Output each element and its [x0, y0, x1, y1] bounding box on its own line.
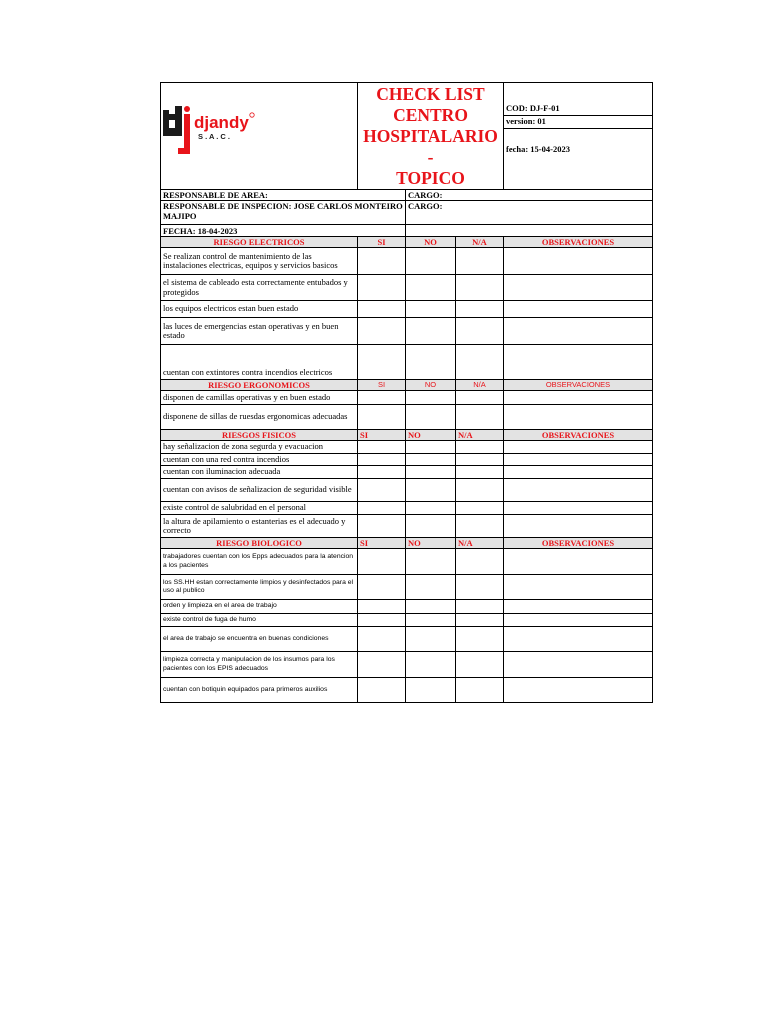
na-cell[interactable]: [456, 248, 504, 275]
si-cell[interactable]: [358, 575, 406, 600]
section-header-biologico: [161, 538, 653, 549]
checklist-item: [161, 502, 653, 515]
logo-text: djandy: [194, 113, 249, 132]
checklist-item: [161, 479, 653, 502]
col-observaciones: OBSERVACIONES: [504, 380, 653, 391]
checklist-document: [160, 82, 652, 703]
na-cell[interactable]: [456, 466, 504, 479]
na-cell[interactable]: [456, 652, 504, 678]
no-cell[interactable]: [406, 345, 456, 380]
info-row-area: [161, 190, 653, 201]
si-cell[interactable]: [358, 391, 406, 405]
si-cell[interactable]: [358, 405, 406, 430]
checklist-item: [161, 466, 653, 479]
observation-cell[interactable]: [504, 652, 653, 678]
observation-cell[interactable]: [504, 391, 653, 405]
no-cell[interactable]: [406, 575, 456, 600]
na-cell[interactable]: [456, 627, 504, 652]
no-cell[interactable]: [406, 301, 456, 318]
observation-cell[interactable]: [504, 466, 653, 479]
item-question: cuentan con iluminacion adecuada: [161, 466, 358, 479]
col-si: SI: [358, 237, 406, 248]
checklist-item: [161, 318, 653, 345]
checklist-item: [161, 678, 653, 703]
checklist-item: [161, 454, 653, 466]
si-cell[interactable]: [358, 627, 406, 652]
observation-cell[interactable]: [504, 678, 653, 703]
doc-meta: [504, 83, 653, 190]
col-si: SI: [358, 430, 406, 441]
info-row-fecha: [161, 225, 653, 237]
si-cell[interactable]: [358, 454, 406, 466]
logo-sub: S . A . C .: [198, 132, 230, 141]
col-no: NO: [406, 380, 456, 391]
na-cell[interactable]: [456, 345, 504, 380]
no-cell[interactable]: [406, 600, 456, 614]
si-cell[interactable]: [358, 678, 406, 703]
item-question: las luces de emergencias estan operativas y en buen estado: [161, 318, 358, 345]
col-observaciones: OBSERVACIONES: [504, 538, 653, 549]
no-cell[interactable]: [406, 502, 456, 515]
fecha-inspeccion: FECHA: 18-04-2023: [161, 225, 406, 237]
cargo-1: CARGO:: [406, 190, 653, 201]
item-question: Se realizan control de mantenimiento de las instalaciones electricas, equipos y servicios basicos: [161, 248, 358, 275]
section-title: RIESGO ERGONOMICOS: [161, 380, 358, 391]
na-cell[interactable]: [456, 405, 504, 430]
na-cell[interactable]: [456, 479, 504, 502]
section-title: RIESGOS FISICOS: [161, 430, 358, 441]
col-no: NO: [406, 237, 456, 248]
na-cell[interactable]: [456, 678, 504, 703]
item-question: limpieza correcta y manipulacion de los insumos para los pacientes con los EPIS adecuados: [161, 652, 358, 678]
checklist-item: [161, 275, 653, 301]
si-cell[interactable]: [358, 614, 406, 627]
si-cell[interactable]: [358, 275, 406, 301]
item-question: orden y limpieza en el area de trabajo: [161, 600, 358, 614]
item-question: cuentan con extintores contra incendios electricos: [161, 345, 358, 380]
no-cell[interactable]: [406, 275, 456, 301]
observation-cell[interactable]: [504, 502, 653, 515]
checklist-table: [160, 82, 653, 703]
observation-cell[interactable]: [504, 549, 653, 575]
fecha-blank: [406, 225, 653, 237]
no-cell[interactable]: [406, 614, 456, 627]
header-row: [161, 83, 653, 190]
logo-cell: [161, 83, 358, 190]
observation-cell[interactable]: [504, 301, 653, 318]
info-row-inspeccion: [161, 201, 653, 225]
item-question: cuentan con una red contra incendios: [161, 454, 358, 466]
si-cell[interactable]: [358, 652, 406, 678]
djandy-logo: [161, 104, 273, 168]
section-header-fisicos: [161, 430, 653, 441]
section-header-ergonomicos: [161, 380, 653, 391]
si-cell[interactable]: [358, 600, 406, 614]
checklist-item: [161, 391, 653, 405]
na-cell[interactable]: [456, 614, 504, 627]
item-question: la altura de apilamiento o estanterias es el adecuado y correcto: [161, 515, 358, 538]
col-na: N/A: [456, 538, 504, 549]
col-no: NO: [406, 430, 456, 441]
col-na: N/A: [456, 380, 504, 391]
observation-cell[interactable]: [504, 614, 653, 627]
no-cell[interactable]: [406, 479, 456, 502]
no-cell[interactable]: [406, 391, 456, 405]
title-line-3: TOPICO: [396, 168, 465, 188]
na-cell[interactable]: [456, 575, 504, 600]
si-cell[interactable]: [358, 549, 406, 575]
no-cell[interactable]: [406, 248, 456, 275]
cargo-2: CARGO:: [406, 201, 653, 225]
responsable-inspeccion: RESPONSABLE DE INSPECION: JOSE CARLOS MONTEIRO MAJIPO: [161, 201, 406, 225]
item-question: los SS.HH estan correctamente limpios y desinfectados para el uso al publico: [161, 575, 358, 600]
doc-version: version: 01: [504, 116, 652, 129]
si-cell[interactable]: [358, 301, 406, 318]
si-cell[interactable]: [358, 466, 406, 479]
na-cell[interactable]: [456, 600, 504, 614]
item-question: disponene de sillas de ruesdas ergonomicas adecuadas: [161, 405, 358, 430]
observation-cell[interactable]: [504, 454, 653, 466]
no-cell[interactable]: [406, 627, 456, 652]
na-cell[interactable]: [456, 441, 504, 454]
checklist-item: [161, 627, 653, 652]
si-cell[interactable]: [358, 318, 406, 345]
item-question: existe control de fuga de humo: [161, 614, 358, 627]
no-cell[interactable]: [406, 515, 456, 538]
si-cell[interactable]: [358, 515, 406, 538]
checklist-item: [161, 652, 653, 678]
document-title: [358, 83, 504, 190]
col-na: N/A: [456, 430, 504, 441]
section-header-electricos: [161, 237, 653, 248]
observation-cell[interactable]: [504, 479, 653, 502]
no-cell[interactable]: [406, 405, 456, 430]
checklist-item: [161, 301, 653, 318]
doc-code: COD: DJ-F-01: [504, 103, 652, 116]
na-cell[interactable]: [456, 318, 504, 345]
na-cell[interactable]: [456, 549, 504, 575]
item-question: los equipos electricos estan buen estado: [161, 301, 358, 318]
observation-cell[interactable]: [504, 575, 653, 600]
item-question: existe control de salubridad en el personal: [161, 502, 358, 515]
na-cell[interactable]: [456, 515, 504, 538]
checklist-item: [161, 405, 653, 430]
item-question: cuentan con botiquin equipados para primeros auxilios: [161, 678, 358, 703]
checklist-item: [161, 549, 653, 575]
col-no: NO: [406, 538, 456, 549]
checklist-item: [161, 515, 653, 538]
title-line-1: CHECK LIST CENTRO: [376, 84, 485, 125]
item-question: cuentan con avisos de señalizacion de seguridad visible: [161, 479, 358, 502]
no-cell[interactable]: [406, 466, 456, 479]
col-na: N/A: [456, 237, 504, 248]
title-line-2: HOSPITALARIO -: [363, 126, 498, 167]
responsable-area: RESPONSABLE DE AREA:: [161, 190, 406, 201]
checklist-item: [161, 600, 653, 614]
si-cell[interactable]: [358, 441, 406, 454]
na-cell[interactable]: [456, 502, 504, 515]
observation-cell[interactable]: [504, 627, 653, 652]
si-cell[interactable]: [358, 502, 406, 515]
checklist-item: [161, 441, 653, 454]
observation-cell[interactable]: [504, 318, 653, 345]
observation-cell[interactable]: [504, 248, 653, 275]
observation-cell[interactable]: [504, 441, 653, 454]
observation-cell[interactable]: [504, 515, 653, 538]
item-question: hay señalizacion de zona segurda y evacuacion: [161, 441, 358, 454]
no-cell[interactable]: [406, 549, 456, 575]
doc-date: fecha: 15-04-2023: [506, 144, 570, 154]
item-question: el sistema de cableado esta correctamente entubados y protegidos: [161, 275, 358, 301]
no-cell[interactable]: [406, 454, 456, 466]
observation-cell[interactable]: [504, 275, 653, 301]
col-si: SI: [358, 380, 406, 391]
checklist-item: [161, 614, 653, 627]
checklist-item: [161, 345, 653, 380]
no-cell[interactable]: [406, 652, 456, 678]
si-cell[interactable]: [358, 248, 406, 275]
item-question: el area de trabajo se encuentra en buenas condiciones: [161, 627, 358, 652]
na-cell[interactable]: [456, 454, 504, 466]
si-cell[interactable]: [358, 345, 406, 380]
checklist-item: [161, 575, 653, 600]
no-cell[interactable]: [406, 678, 456, 703]
section-title: RIESGO ELECTRICOS: [161, 237, 358, 248]
item-question: disponen de camillas operativas y en buen estado: [161, 391, 358, 405]
item-question: trabajadores cuentan con los Epps adecuados para la atencion a los pacientes: [161, 549, 358, 575]
col-si: SI: [358, 538, 406, 549]
na-cell[interactable]: [456, 275, 504, 301]
no-cell[interactable]: [406, 318, 456, 345]
observation-cell[interactable]: [504, 405, 653, 430]
si-cell[interactable]: [358, 479, 406, 502]
observation-cell[interactable]: [504, 345, 653, 380]
col-observaciones: OBSERVACIONES: [504, 237, 653, 248]
section-title: RIESGO BIOLOGICO: [161, 538, 358, 549]
na-cell[interactable]: [456, 301, 504, 318]
no-cell[interactable]: [406, 441, 456, 454]
checklist-item: [161, 248, 653, 275]
na-cell[interactable]: [456, 391, 504, 405]
col-observaciones: OBSERVACIONES: [504, 430, 653, 441]
observation-cell[interactable]: [504, 600, 653, 614]
